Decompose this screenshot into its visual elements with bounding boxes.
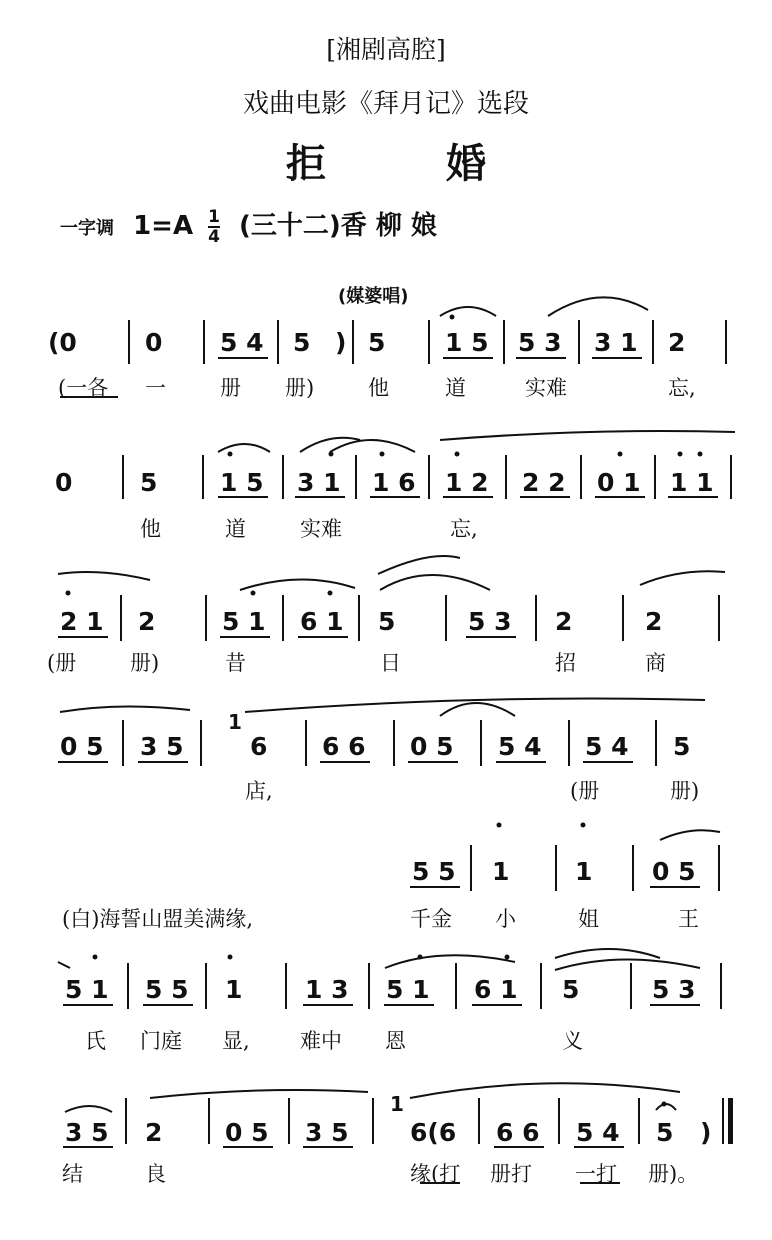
note: 1 3 bbox=[305, 975, 349, 1004]
lyric: 道 bbox=[445, 376, 466, 400]
note: 3 5 bbox=[305, 1118, 349, 1147]
lyric: 良 bbox=[145, 1162, 166, 1186]
lyric: 册 bbox=[220, 376, 241, 400]
lyric: (白)海誓山盟美满缘, bbox=[62, 907, 254, 931]
lyric: 册) bbox=[670, 779, 700, 803]
note: 5 bbox=[673, 732, 691, 761]
note: 0 1 bbox=[597, 468, 641, 497]
lyric: 难中 bbox=[300, 1029, 342, 1053]
lyric: 招 bbox=[555, 651, 576, 675]
note: 0 bbox=[55, 468, 73, 497]
key-label: 1=A bbox=[133, 211, 194, 241]
note: 5 4 bbox=[576, 1118, 620, 1147]
lyric: 昔 bbox=[225, 651, 246, 675]
lyric: 结 bbox=[62, 1162, 83, 1186]
note: 0 5 bbox=[60, 732, 104, 761]
fermata-note: 5 bbox=[656, 1118, 674, 1147]
lyric: 恩 bbox=[385, 1029, 406, 1053]
lyric: 一打 bbox=[575, 1162, 617, 1186]
lyric: 店, bbox=[245, 779, 273, 803]
note: 1 5 bbox=[445, 328, 489, 357]
note: 5 3 bbox=[468, 607, 512, 636]
note: 2 bbox=[145, 1118, 163, 1147]
note: 5 1 bbox=[222, 607, 266, 636]
note: 5 5 bbox=[412, 857, 456, 886]
note: 2 1 bbox=[60, 607, 104, 636]
lyric: 氏 bbox=[85, 1029, 106, 1053]
note: ) bbox=[700, 1118, 712, 1147]
note: 1 bbox=[492, 857, 510, 886]
score-line-1 bbox=[0, 320, 772, 440]
note: 6 6 bbox=[496, 1118, 540, 1147]
tune-name: (三十二)香 柳 娘 bbox=[239, 211, 437, 241]
note: 6 1 bbox=[474, 975, 518, 1004]
lyric: 道 bbox=[225, 517, 246, 541]
note: 5 4 bbox=[585, 732, 629, 761]
lyric: 册) bbox=[130, 651, 160, 675]
lyric: (册 bbox=[47, 651, 77, 675]
subtitle: 戏曲电影《拜月记》选段 bbox=[242, 89, 529, 119]
note: 0 5 bbox=[410, 732, 454, 761]
lyric: 他 bbox=[140, 517, 161, 541]
note: 5 5 bbox=[145, 975, 189, 1004]
score-line-6 bbox=[0, 963, 772, 1083]
note: 1 5 bbox=[220, 468, 264, 497]
note: 1 1 bbox=[670, 468, 714, 497]
note: 0 bbox=[145, 328, 163, 357]
note: 2 2 bbox=[522, 468, 566, 497]
lyric: 实难 bbox=[525, 376, 567, 400]
note: 2 bbox=[138, 607, 156, 636]
note: 3 1 bbox=[594, 328, 638, 357]
note: 0 5 bbox=[652, 857, 696, 886]
note: 1 2 bbox=[445, 468, 489, 497]
grace-note: 1 bbox=[228, 710, 242, 734]
time-signature bbox=[208, 208, 220, 246]
lyric: 实难 bbox=[300, 517, 342, 541]
note: 1 bbox=[575, 857, 593, 886]
page-title: 拒婚 bbox=[286, 141, 606, 187]
note: 6 1 bbox=[300, 607, 344, 636]
note: 5 3 bbox=[518, 328, 562, 357]
note: 2 bbox=[645, 607, 663, 636]
time-top: 1 bbox=[208, 206, 220, 227]
note: 5 3 bbox=[652, 975, 696, 1004]
lyric: 册打 bbox=[490, 1162, 532, 1186]
lyric: 门庭 bbox=[140, 1029, 182, 1053]
note: 5 1 bbox=[386, 975, 430, 1004]
note: 3 5 bbox=[140, 732, 184, 761]
lyric: 王 bbox=[678, 907, 699, 931]
mode-label: 一字调 bbox=[60, 218, 114, 239]
lyric: 缘(打 bbox=[410, 1162, 461, 1186]
note: 5 4 bbox=[220, 328, 264, 357]
lyric: 商 bbox=[645, 651, 666, 675]
note: 5 bbox=[562, 975, 580, 1004]
note: 3 5 bbox=[65, 1118, 109, 1147]
lyric: 册)。 bbox=[648, 1162, 699, 1186]
note: (0 bbox=[48, 328, 77, 357]
note: 5 bbox=[140, 468, 158, 497]
score-line-2 bbox=[0, 455, 772, 575]
note: 6 bbox=[250, 732, 268, 761]
note: 2 bbox=[555, 607, 573, 636]
singer-label: (媒婆唱) bbox=[338, 286, 409, 307]
score-line-3 bbox=[0, 595, 772, 715]
note: 6 6 bbox=[322, 732, 366, 761]
lyric: (一各 bbox=[58, 376, 109, 400]
lyric: 他 bbox=[368, 376, 389, 400]
genre-label: [湘剧高腔] bbox=[326, 35, 446, 64]
score-line-4 bbox=[0, 710, 772, 840]
lyric: 姐 bbox=[578, 907, 599, 931]
lyric: 千金 bbox=[410, 907, 452, 931]
key-signature bbox=[60, 205, 437, 246]
lyric: 忘, bbox=[668, 376, 696, 400]
note: 1 6 bbox=[372, 468, 416, 497]
note: 0 5 bbox=[225, 1118, 269, 1147]
lyric: 日 bbox=[380, 651, 401, 675]
lyric: 小 bbox=[495, 907, 516, 931]
note: 5 1 bbox=[65, 975, 109, 1004]
score-line-5 bbox=[0, 845, 772, 965]
lyric: 义 bbox=[562, 1029, 583, 1053]
note: 5 bbox=[293, 328, 311, 357]
lyric: 一 bbox=[145, 376, 166, 400]
lyric: (册 bbox=[570, 779, 600, 803]
note: 1 bbox=[225, 975, 243, 1004]
lyric: 显, bbox=[222, 1029, 250, 1053]
note: 5 bbox=[368, 328, 386, 357]
note: 5 bbox=[378, 607, 396, 636]
lyric: 忘, bbox=[450, 517, 478, 541]
score-line-7 bbox=[0, 1092, 772, 1218]
note: 6(6 bbox=[410, 1118, 457, 1147]
time-bottom: 4 bbox=[208, 226, 220, 247]
lyric: 册) bbox=[285, 376, 315, 400]
close-paren: ) bbox=[335, 328, 347, 357]
note: 2 bbox=[668, 328, 686, 357]
note: 5 4 bbox=[498, 732, 542, 761]
note: 3 1 bbox=[297, 468, 341, 497]
grace-note: 1 bbox=[390, 1092, 404, 1116]
